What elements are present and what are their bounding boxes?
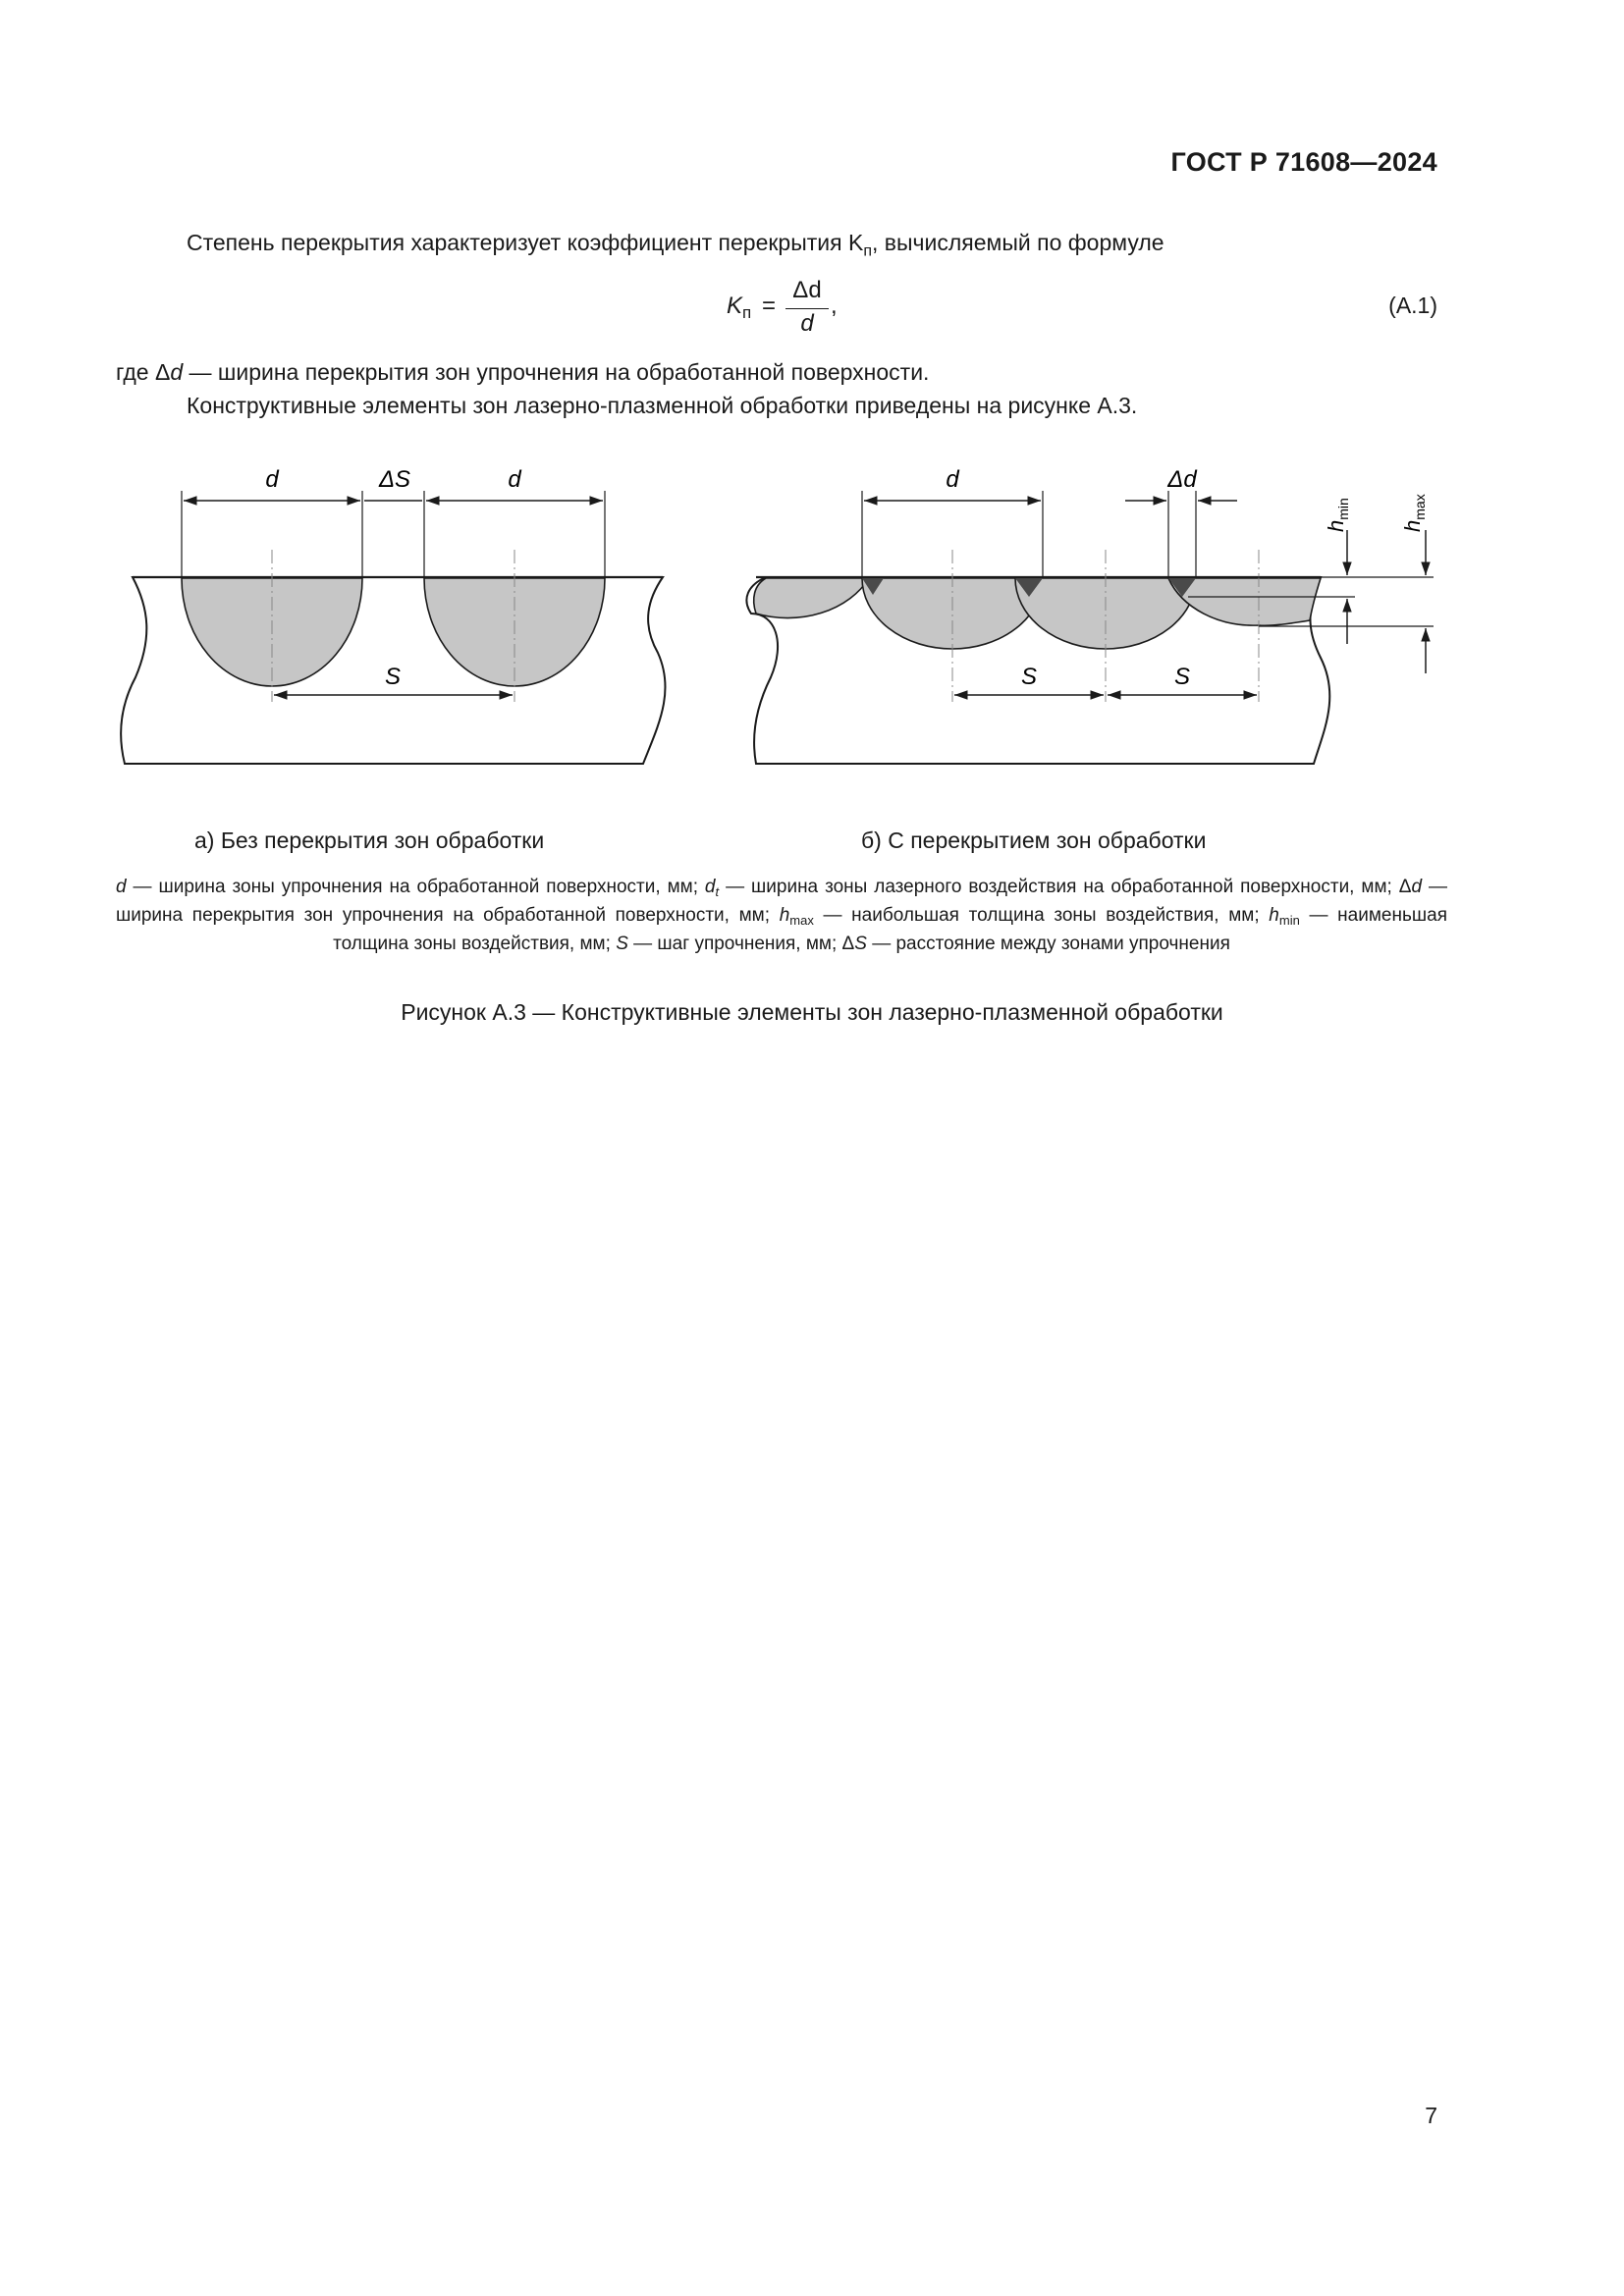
panel-b-label-s2: S: [1173, 664, 1191, 690]
panel-a-label-s: S: [384, 664, 402, 690]
panel-a-label-delta-s: ΔS: [378, 466, 411, 493]
figure-legend: d — ширина зоны упрочнения на обработанной поверхности, мм; $d_t$ — ширина зоны лазерного воздействия на обработанной поверхности, мм; Δd — ширина перекрытия зон упрочнения на обработанной поверхности, мм; $h_{max}$ — наибольшая толщина зоны воздействия, мм; $h_{min}$ — наименьшая толщина зоны воздействия, мм; S — шаг упрочнения, мм; ΔS — расстояние между зонами упрочнения: [116, 877, 1447, 954]
where-var: d: [170, 359, 184, 385]
intro-tail: , вычисляемый по формуле: [872, 230, 1164, 255]
where-text: — ширина перекрытия зон упрочнения на обработанной поверхности.: [183, 359, 930, 385]
figure-a3: [108, 452, 1512, 825]
caption-panel-b: б) С перекрытием зон обработки: [861, 828, 1207, 853]
where-prefix: где Δ: [116, 359, 171, 385]
page-number: 7: [1425, 2103, 1437, 2128]
figure-title: Рисунок А.3 — Конструктивные элементы зон лазерно-плазменной обработки: [401, 999, 1223, 1025]
formula-lhs: $K_п$: [727, 293, 752, 322]
panel-b-diagram: [746, 466, 1434, 764]
panel-b-label-s1: S: [1020, 664, 1038, 690]
panel-a-label-d1: d: [265, 466, 279, 493]
where-paragraph: [116, 357, 929, 387]
panel-a-label-d2: d: [508, 466, 521, 493]
formula-denominator: d: [800, 310, 814, 337]
fraction-bar: [785, 308, 829, 309]
caption-panel-a: а) Без перекрытия зон обработки: [194, 828, 545, 853]
formula-numerator: Δd: [792, 277, 822, 303]
intro-sub: п: [863, 242, 872, 260]
formula-equals: =: [762, 293, 777, 319]
panel-b-label-hmax: $h_{max}$: [1400, 494, 1428, 532]
panel-b-label-delta-d: Δd: [1167, 466, 1197, 493]
formula-lhs-sub: п: [742, 303, 752, 322]
panel-b-label-d: d: [946, 466, 959, 493]
intro-text: Степень перекрытия характеризует коэффициент перекрытия K: [187, 230, 864, 255]
document-number: ГОСТ Р 71608—2024: [1170, 147, 1437, 177]
formula-a1: [727, 277, 884, 342]
intro-paragraph: [187, 228, 1164, 267]
panel-b-label-hmin: $h_{min}$: [1324, 498, 1351, 532]
figure-reference-paragraph: Конструктивные элементы зон лазерно-плазменной обработки приведены на рисунке А.3.: [187, 393, 1138, 418]
formula-comma: ,: [831, 293, 838, 319]
panel-a-diagram: [121, 466, 665, 764]
equation-number: (А.1): [1388, 293, 1437, 318]
